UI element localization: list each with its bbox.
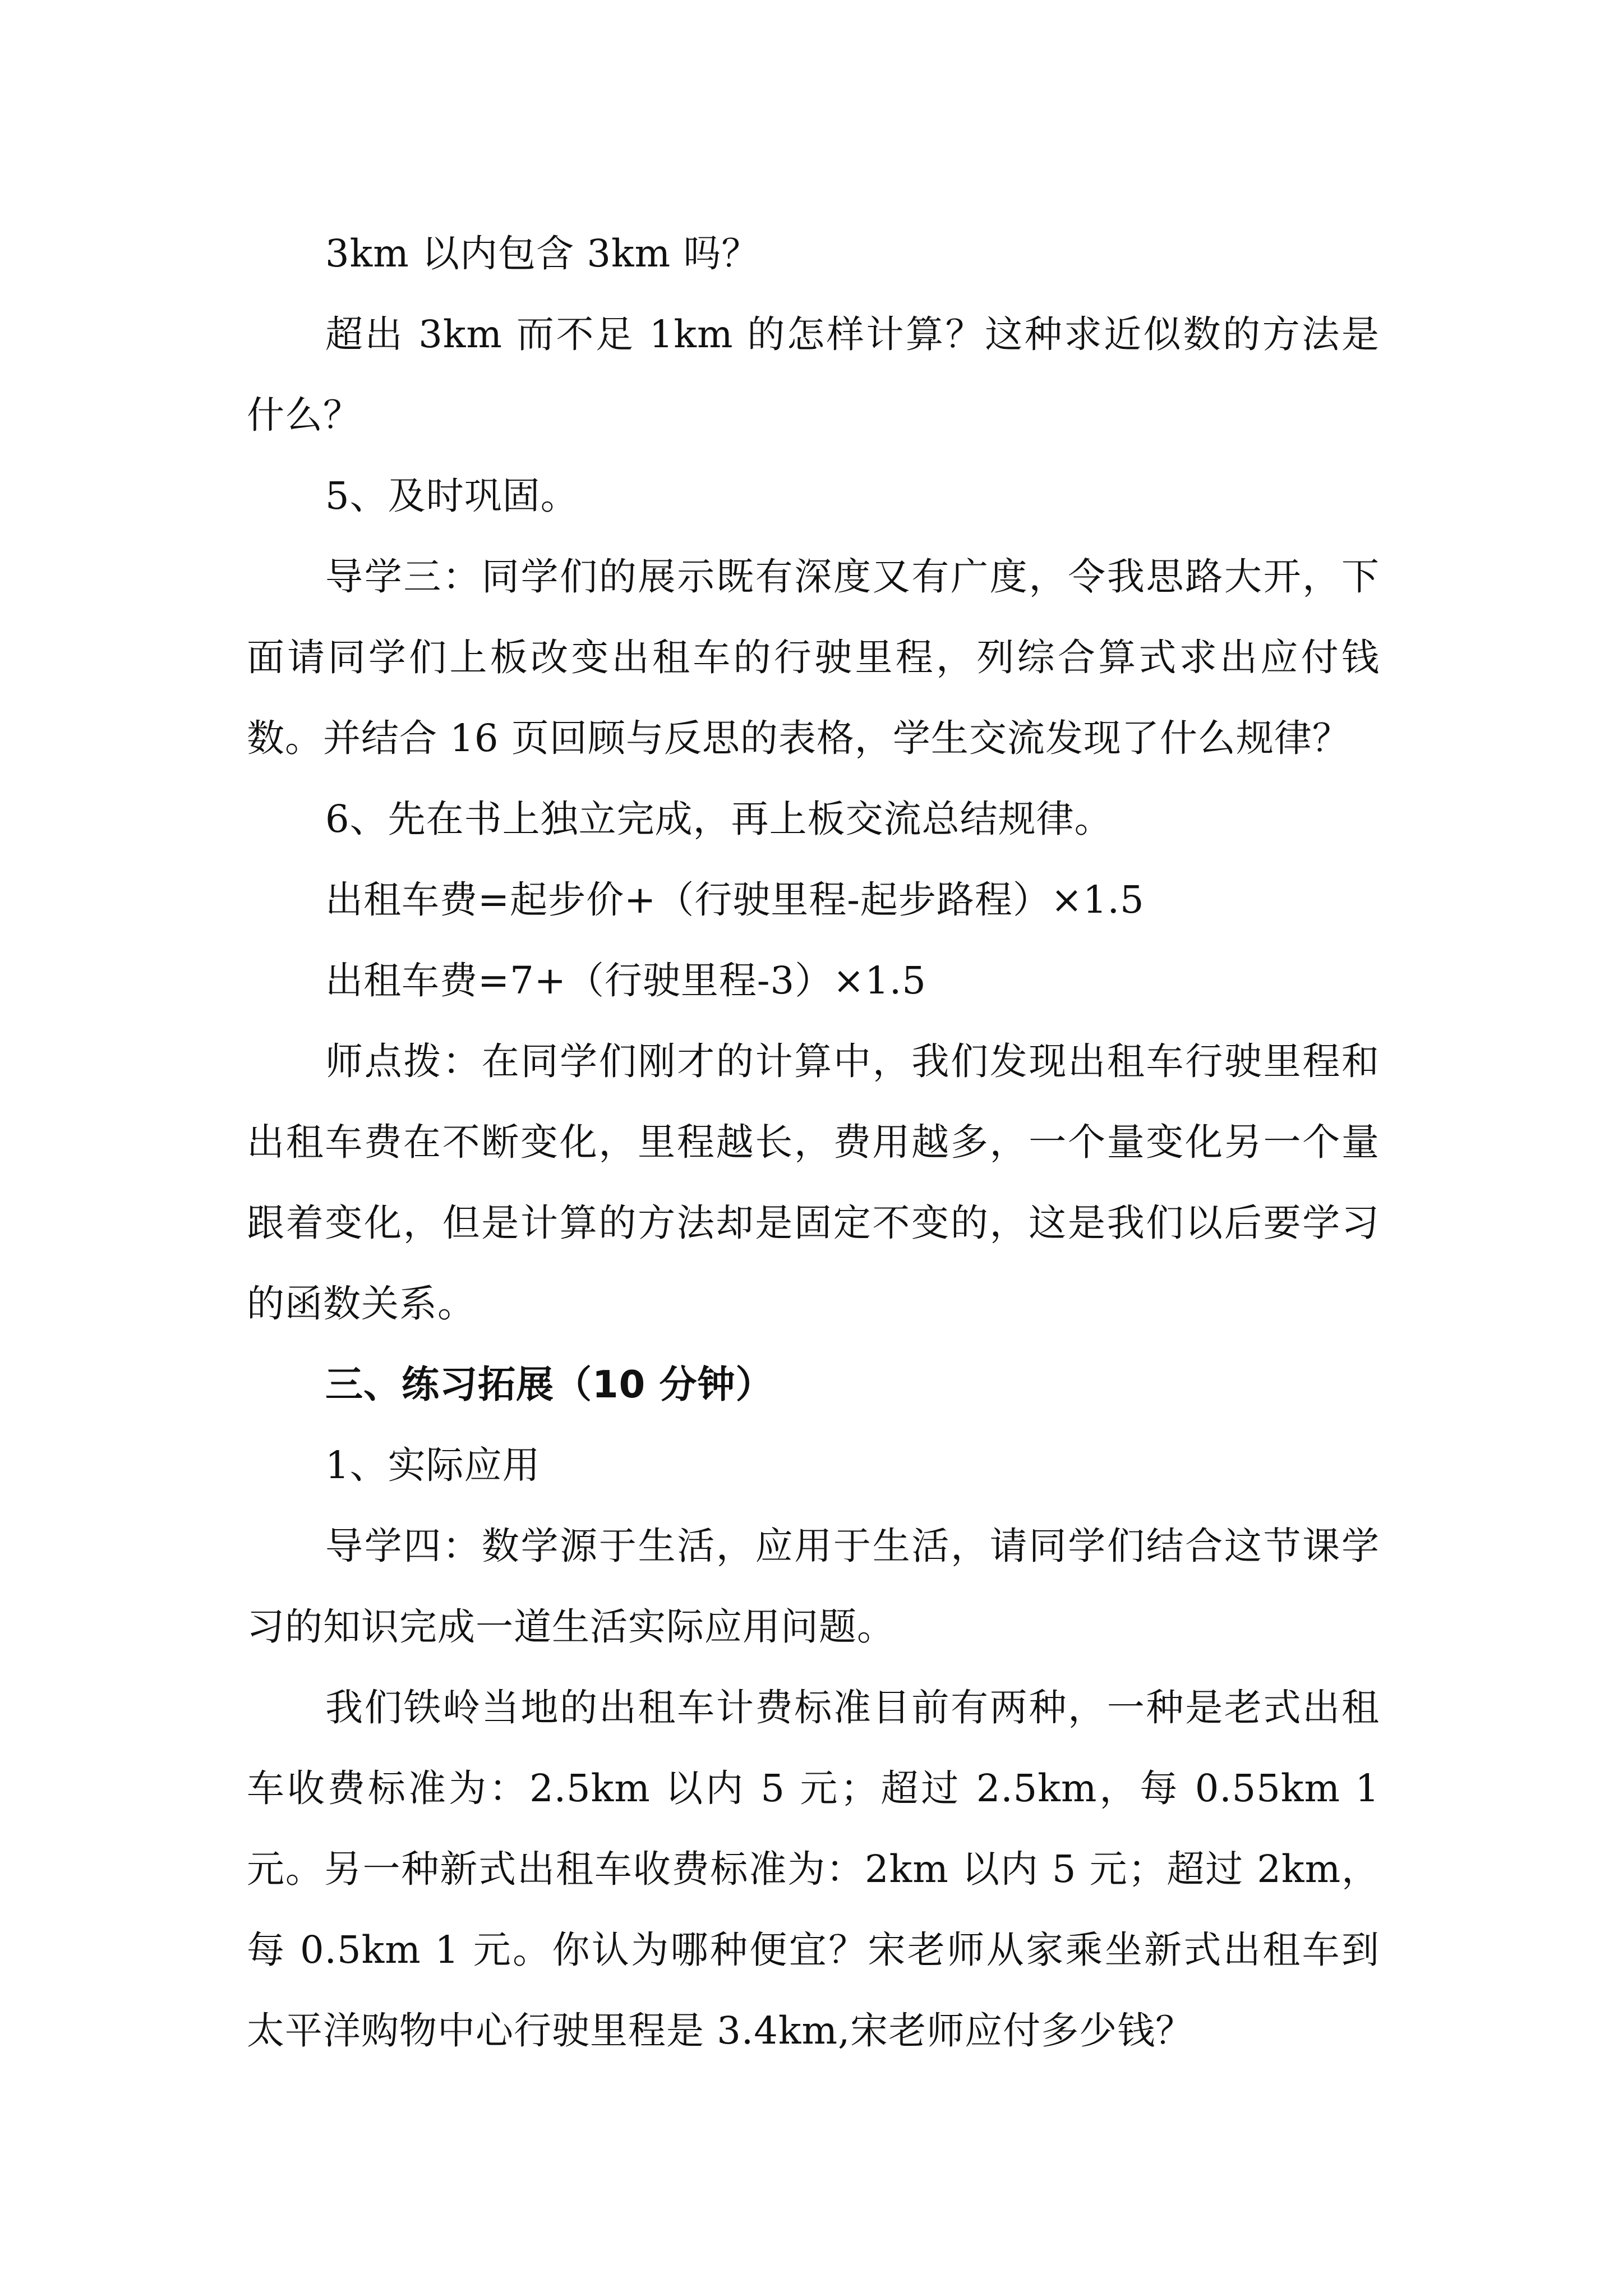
document-body	[247, 213, 1380, 2071]
paragraph-step-5: 5、及时巩固。	[325, 474, 579, 518]
paragraph-taxi-problem: 我们铁岭当地的出租车计费标准目前有两种，一种是老式出租车收费标准为：2.5km 以内 5 元；超过 2.5km，每 0.55km 1 元。另一种新式出租车收费标准为：2km 以内 5 元；超过 2km，每 0.5km 1 元。你认为哪种便宜？宋老师从家乘坐新式出租车到太平洋购物中心行驶里程是 3.4km,宋老师应付多少钱？	[247, 1686, 1380, 2053]
paragraph-guide-3: 导学三：同学们的展示既有深度又有广度，令我思路大开，下面请同学们上板改变出租车的行驶里程，列综合算式求出应付钱数。并结合 16 页回顾与反思的表格，学生交流发现了什么规律？	[247, 555, 1380, 760]
paragraph-guide-4: 导学四：数学源于生活，应用于生活，请同学们结合这节课学习的知识完成一道生活实际应用问题。	[247, 1524, 1380, 1649]
paragraph-practical-application: 1、实际应用	[325, 1443, 541, 1487]
paragraph-formula-general: 出租车费=起步价+（行驶里程-起步路程）×1.5	[325, 878, 1145, 922]
section-heading-practice: 三、练习拓展（10 分钟）	[325, 1363, 774, 1406]
paragraph-teacher-note: 师点拨：在同学们刚才的计算中，我们发现出租车行驶里程和出租车费在不断变化，里程越长，费用越多，一个量变化另一个量跟着变化，但是计算的方法却是固定不变的，这是我们以后要学习的函数关系。	[247, 1039, 1380, 1326]
paragraph-step-6: 6、先在书上独立完成，再上板交流总结规律。	[325, 797, 1113, 841]
paragraph-question-rounding: 超出 3km 而不足 1km 的怎样计算？这种求近似数的方法是什么？	[247, 312, 1380, 437]
paragraph-question-3km: 3km 以内包含 3km 吗？	[325, 232, 760, 275]
paragraph-formula-specific: 出租车费=7+（行驶里程-3）×1.5	[325, 959, 926, 1002]
